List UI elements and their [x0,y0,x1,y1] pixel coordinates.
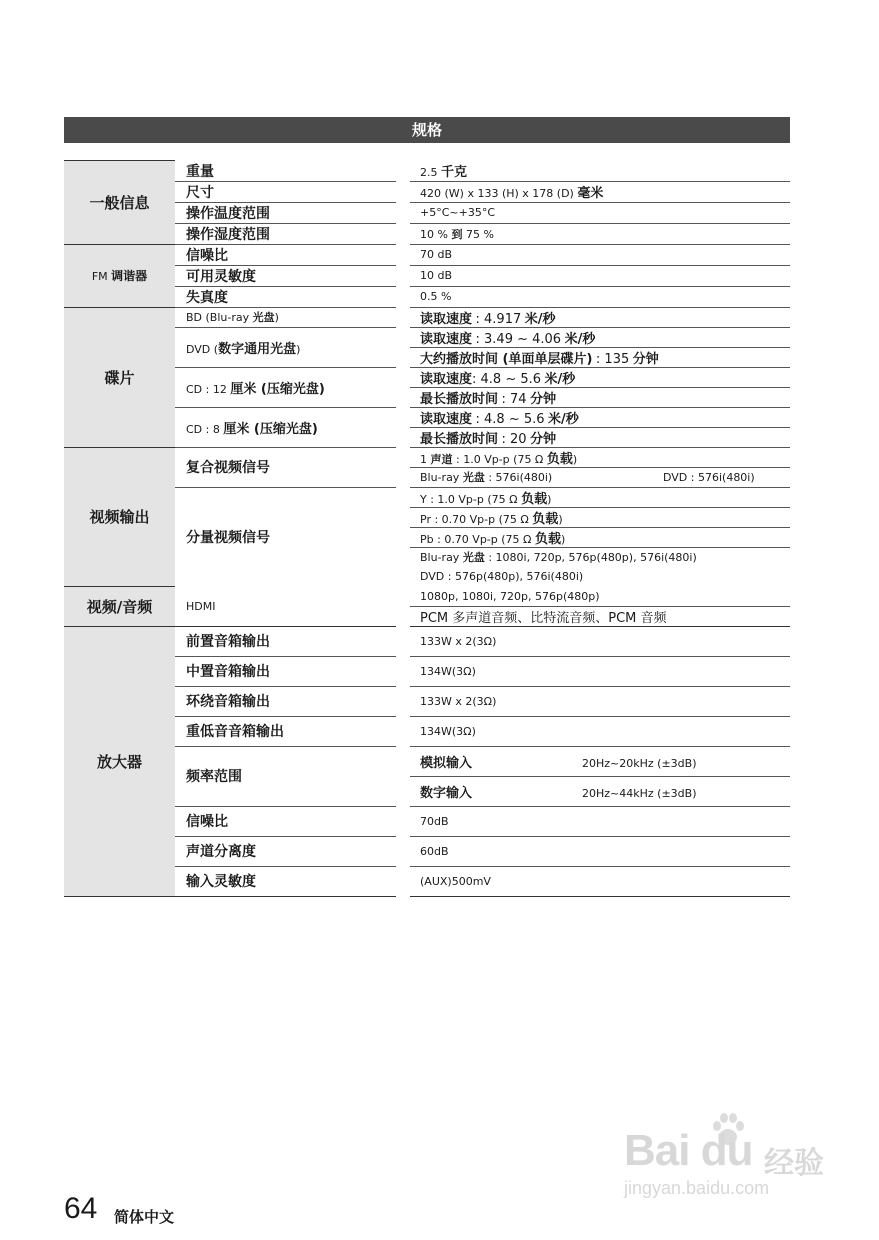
category-amplifier: 放大器 [64,626,175,896]
baidu-watermark [624,1110,824,1206]
value-hdmi-audio: PCM 多声道音频、比特流音频、PCM 音频 [410,606,790,626]
value-fm-snr: 70 dB [410,244,790,265]
watermark-url: jingyan.baidu.com [624,1178,770,1198]
item-frequency-range: 频率范围 [175,746,396,806]
value-surround-output: 133W x 2(3Ω) [410,686,790,716]
item-cd-8: CD : 8 厘米 (压缩光盘) [175,407,396,447]
watermark-logo: Bai du [624,1126,753,1175]
value-bd-speed: 读取速度 : 4.917 米/秒 [410,307,790,327]
value-hdmi-video: 1080p, 1080i, 720p, 576p(480p) [410,587,790,607]
item-surround-output: 环绕音箱输出 [175,686,396,716]
item-amp-snr: 信噪比 [175,806,396,836]
item-subwoofer-output: 重低音音箱输出 [175,716,396,746]
category-video-audio: 视频/音频 [64,587,175,627]
category-fm-tuner: FM 调谐器 [64,244,175,307]
item-cd-12: CD : 12 厘米 (压缩光盘) [175,367,396,407]
value-component-dvd: DVD : 576p(480p), 576i(480i) [420,569,584,583]
value-operating-humidity: 10 % 到 75 % [410,223,790,244]
item-bd: BD (Blu-ray 光盘) [175,307,396,327]
value-composite-level: 1 声道 : 1.0 Vp-p (75 Ω 负载) [410,447,790,467]
value-weight: 2.5 千克 [410,161,790,182]
item-component-video: 分量视频信号 [186,530,270,546]
category-video-output: 视频输出 [64,447,175,587]
value-dvd-playtime: 大约播放时间 (单面单层碟片) : 135 分钟 [410,347,790,367]
value-fm-sensitivity: 10 dB [410,265,790,286]
value-subwoofer-output: 134W(3Ω) [410,716,790,746]
value-component-pb: Pb : 0.70 Vp-p (75 Ω 负载) [410,527,790,547]
value-analog-input: 模拟输入 20Hz~20kHz (±3dB) [410,746,790,776]
specifications-table [64,160,790,897]
category-general: 一般信息 [64,161,175,245]
value-amp-snr: 70dB [410,806,790,836]
value-cd8-speed: 读取速度 : 4.8 ~ 5.6 米/秒 [410,407,790,427]
value-operating-temperature: +5°C~+35°C [410,202,790,223]
item-operating-temperature: 操作温度范围 [175,202,396,223]
item-front-output: 前置音箱输出 [175,626,396,656]
value-channel-separation: 60dB [410,836,790,866]
item-weight: 重量 [175,161,396,182]
item-center-output: 中置音箱输出 [175,656,396,686]
value-digital-input: 数字输入 20Hz~44kHz (±3dB) [410,776,790,806]
item-operating-humidity: 操作湿度范围 [175,223,396,244]
value-input-sensitivity: (AUX)500mV [410,866,790,896]
value-cd8-playtime: 最长播放时间 : 20 分钟 [410,427,790,447]
value-composite-resolution: Blu-ray 光盘 : 576i(480i) DVD : 576i(480i) [410,467,790,487]
value-cd12-speed: 读取速度: 4.8 ~ 5.6 米/秒 [410,367,790,387]
value-fm-distortion: 0.5 % [410,286,790,307]
item-size: 尺寸 [175,181,396,202]
item-fm-distortion: 失真度 [175,286,396,307]
category-disc: 碟片 [64,307,175,447]
item-fm-sensitivity: 可用灵敏度 [175,265,396,286]
item-fm-snr: 信噪比 [175,244,396,265]
page-number: 64 [64,1192,98,1225]
item-input-sensitivity: 输入灵敏度 [175,866,396,896]
value-dvd-speed: 读取速度 : 3.49 ~ 4.06 米/秒 [410,327,790,347]
value-center-output: 134W(3Ω) [410,656,790,686]
watermark-text: 经验 [764,1147,824,1180]
value-size: 420 (W) x 133 (H) x 178 (D) 毫米 [410,181,790,202]
footer-language: 简体中文 [114,1208,175,1226]
item-channel-separation: 声道分离度 [175,836,396,866]
value-cd12-playtime: 最长播放时间 : 74 分钟 [410,387,790,407]
item-hdmi: HDMI [175,587,396,627]
page-title: 规格 [64,117,790,143]
item-composite-video: 复合视频信号 [175,447,396,487]
item-dvd: DVD (数字通用光盘) [175,327,396,367]
value-component-bd: Blu-ray 光盘 : 1080i, 720p, 576p(480p), 576i(480i) [420,551,697,564]
value-component-y: Y : 1.0 Vp-p (75 Ω 负载) [410,487,790,507]
value-component-pr: Pr : 0.70 Vp-p (75 Ω 负载) [410,507,790,527]
value-front-output: 133W x 2(3Ω) [410,626,790,656]
